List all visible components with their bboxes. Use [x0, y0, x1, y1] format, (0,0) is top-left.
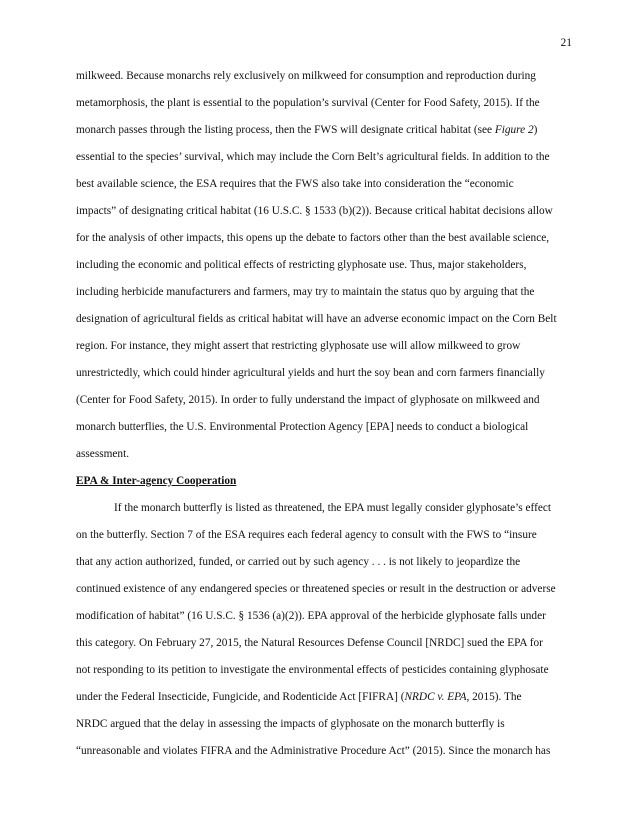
text-line: (Center for Food Safety, 2015). In order to fully understand the impact of glyphosate on milkweed and: [76, 394, 540, 406]
paragraph-1: [76, 63, 564, 468]
text-line: that any action authorized, funded, or carried out by such agency . . . is not likely to jeopardize the: [76, 556, 521, 568]
text-line: milkweed. Because monarchs rely exclusively on milkweed for consumption and reproduction during: [76, 70, 536, 82]
section-heading: EPA & Inter-agency Cooperation: [76, 475, 237, 487]
text-line: monarch butterflies, the U.S. Environmental Protection Agency [EPA] needs to conduct a biological: [76, 421, 529, 433]
text-line: metamorphosis, the plant is essential to the population’s survival (Center for Food Safety, 2015). If the: [76, 97, 540, 109]
text-line: [76, 117, 564, 144]
text-line: best available science, the ESA requires that the FWS also take into consideration the “economic: [76, 178, 514, 190]
text-segment: monarch passes through the listing process, then the FWS will designate critical habitat (see: [76, 124, 495, 136]
text-line: If the monarch butterfly is listed as threatened, the EPA must legally consider glyphosate’s effect: [114, 502, 552, 514]
text-line: NRDC argued that the delay in assessing the impacts of glyphosate on the monarch butterfly is: [76, 718, 505, 730]
text-line: continued existence of any endangered species or threatened species or result in the destruction or adverse: [76, 583, 556, 595]
text-line: [76, 684, 564, 711]
text-line: region. For instance, they might assert that restricting glyphosate use will allow milkweed to grow: [76, 340, 521, 352]
text-line: on the butterfly. Section 7 of the ESA requires each federal agency to consult with the FWS to “insure: [76, 529, 537, 541]
text-segment: ): [533, 124, 538, 136]
figure-reference: Figure 2: [494, 124, 534, 136]
text-line: this category. On February 27, 2015, the Natural Resources Defense Council [NRDC] sued the EPA for: [76, 637, 543, 649]
text-segment: , 2015). The: [466, 691, 522, 703]
text-line: including the economic and political effects of restricting glyphosate use. Thus, major stakeholders,: [76, 259, 527, 271]
text-line: designation of agricultural fields as critical habitat will have an adverse economic impact on the Corn Belt: [76, 313, 557, 325]
text-line: assessment.: [76, 448, 130, 460]
paragraph-2: [76, 495, 564, 765]
text-line: impacts” of designating critical habitat (16 U.S.C. § 1533 (b)(2)). Because critical habitat decisions allow: [76, 205, 553, 217]
text-line: for the analysis of other impacts, this opens up the debate to factors other than the best available science,: [76, 232, 550, 244]
text-line: unrestrictedly, which could hinder agricultural yields and hurt the soy bean and corn farmers financially: [76, 367, 545, 379]
case-citation: NRDC v. EPA: [404, 691, 467, 703]
page-number: 21: [560, 37, 572, 49]
text-line: essential to the species’ survival, which may include the Corn Belt’s agricultural fields. In addition to the: [76, 151, 550, 163]
text-segment: under the Federal Insecticide, Fungicide, and Rodenticide Act [FIFRA] (: [76, 691, 405, 703]
body-text: [76, 63, 564, 765]
text-line: modification of habitat” (16 U.S.C. § 1536 (a)(2)). EPA approval of the herbicide glyphosate falls under: [76, 610, 546, 622]
text-line: including herbicide manufacturers and farmers, may try to maintain the status quo by arguing that the: [76, 286, 535, 298]
text-line: not responding to its petition to investigate the environmental effects of pesticides containing glyphosate: [76, 664, 549, 676]
text-line: “unreasonable and violates FIFRA and the Administrative Procedure Act” (2015). Since the monarch has: [76, 745, 551, 757]
